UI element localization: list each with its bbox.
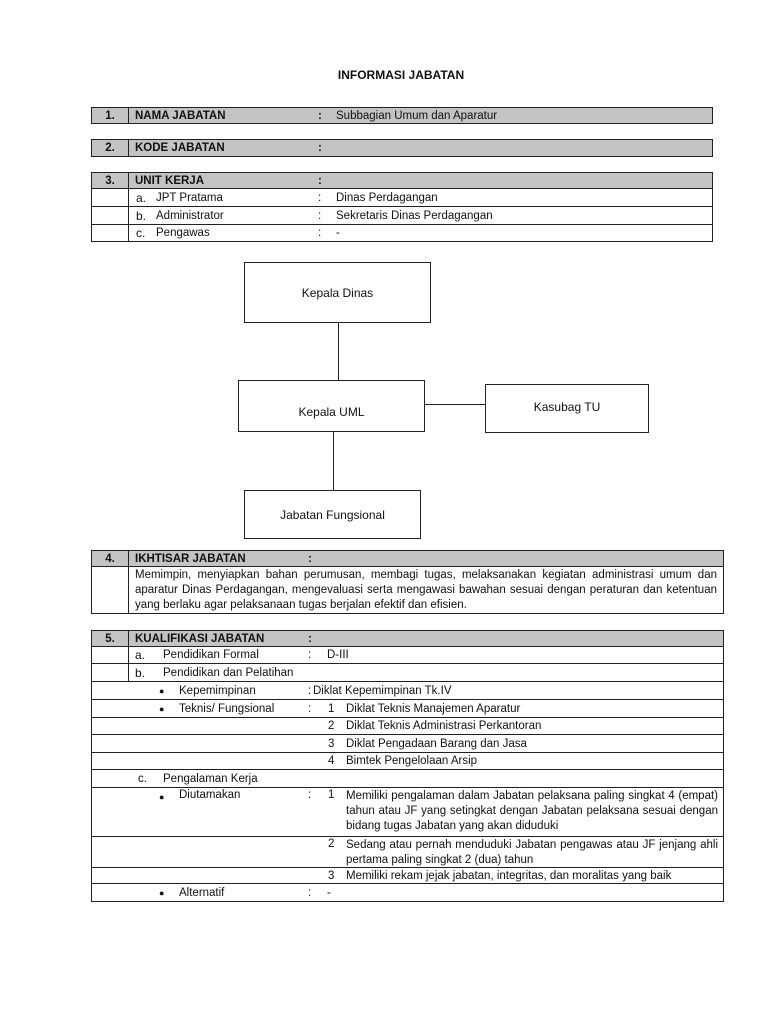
row-label: Alternatif	[179, 886, 225, 899]
alternatif-value: -	[327, 886, 331, 899]
row-label: Administrator	[156, 209, 224, 222]
teknis-row	[91, 718, 724, 735]
item-number: 3	[328, 737, 335, 750]
row-label: JPT Pratama	[156, 191, 223, 204]
row-value: -	[336, 227, 340, 239]
connector-line	[425, 404, 486, 405]
page-title: INFORMASI JABATAN	[337, 68, 465, 82]
section-1-colon: :	[318, 109, 322, 122]
diutamakan-row	[91, 837, 724, 868]
row-colon: :	[308, 649, 312, 661]
org-box-jabatan-fungsional: Jabatan Fungsional	[244, 490, 421, 539]
ikhtisar-row	[91, 567, 724, 614]
item-number: 2	[328, 838, 335, 850]
connector-line	[333, 432, 334, 490]
row-value: Dinas Perdagangan	[336, 191, 438, 204]
item-number: 1	[328, 702, 335, 715]
row-label: Teknis/ Fungsional	[179, 702, 275, 715]
bullet-icon: ●	[159, 792, 165, 802]
section-1-number: 1.	[105, 109, 115, 122]
section-5-colon: :	[308, 632, 312, 645]
pendidikan-formal-row	[91, 647, 724, 664]
kepemimpinan-row	[91, 682, 724, 700]
section-1-header	[91, 107, 713, 124]
org-chart	[0, 250, 768, 550]
section-4-header	[91, 550, 724, 567]
row-label: Pengalaman Kerja	[163, 772, 258, 785]
section-2-label: KODE JABATAN	[135, 142, 225, 154]
row-value: Sekretaris Dinas Perdagangan	[336, 209, 493, 222]
section-2-colon: :	[318, 142, 322, 154]
item-number: 2	[328, 720, 335, 732]
row-letter: a.	[135, 648, 146, 662]
section-5-label: KUALIFIKASI JABATAN	[135, 632, 265, 645]
diutamakan-item: Sedang atau pernah menduduki Jabatan pengawas atau JF jenjang ahli pertama paling singkat 2 (dua) tahun	[346, 839, 718, 866]
diutamakan-row	[91, 868, 724, 884]
row-colon: :	[308, 789, 312, 801]
org-box-kepala-uml: Kepala UML	[238, 380, 425, 432]
bullet-icon: ●	[159, 887, 165, 898]
teknis-item: Bimtek Pengelolaan Arsip	[346, 755, 478, 767]
bullet-icon: ●	[159, 703, 165, 714]
row-label: Diutamakan	[179, 789, 241, 801]
row-letter: b.	[135, 665, 146, 680]
teknis-row	[91, 700, 724, 718]
ikhtisar-text: Memimpin, menyiapkan bahan perumusan, membagi tugas, melaksanakan kegiatan administrasi umum dan aparatur Dinas Perdagangan, mengevaluasi serta mengawasi bawahan sesuai dengan peraturan dan ketentuan yang berlaku agar pelaksanaan tugas berjalan efektif dan efisien.	[135, 569, 717, 611]
item-number: 3	[328, 869, 335, 882]
teknis-item: Diklat Pengadaan Barang dan Jasa	[346, 737, 527, 750]
alternatif-row	[91, 884, 724, 902]
row-letter: b.	[136, 208, 147, 223]
row-label: Pengawas	[156, 227, 210, 239]
bullet-icon: ●	[159, 685, 165, 696]
section-4-label: IKHTISAR JABATAN	[135, 552, 246, 565]
row-colon: :	[308, 684, 312, 697]
section-1-label: NAMA JABATAN	[135, 109, 226, 122]
diutamakan-item: Memiliki rekam jejak jabatan, integritas, dan moralitas yang baik	[346, 869, 672, 882]
section-4-colon: :	[308, 552, 312, 565]
connector-line	[338, 323, 339, 380]
section-3-colon: :	[318, 174, 322, 187]
teknis-row	[91, 735, 724, 753]
section-3-label: UNIT KERJA	[135, 174, 205, 187]
row-colon: :	[318, 227, 322, 239]
item-number: 1	[328, 789, 335, 801]
row-colon: :	[308, 886, 312, 899]
row-letter: c.	[136, 226, 146, 240]
section-3-number: 3.	[105, 174, 115, 187]
row-label: Kepemimpinan	[179, 684, 256, 697]
unit-kerja-row	[91, 225, 713, 242]
nama-jabatan-value: Subbagian Umum dan Aparatur	[336, 109, 498, 122]
pendidikan-formal-value: D-III	[327, 649, 349, 661]
section-5-header	[91, 630, 724, 647]
row-colon: :	[318, 191, 322, 204]
unit-kerja-row	[91, 189, 713, 207]
row-letter: c.	[138, 772, 147, 785]
diutamakan-item: Memiliki pengalaman dalam Jabatan pelaksana paling singkat 4 (empat) tahun atau JF yang setingkat dengan Jabatan pelaksana sesuai dengan bidang tugas Jabatan yang akan diduduki	[346, 790, 718, 832]
section-2-number: 2.	[105, 142, 115, 154]
kepemimpinan-value: Diklat Kepemimpinan Tk.IV	[313, 684, 452, 697]
pendidikan-pelatihan-row	[91, 664, 724, 682]
org-box-kasubag-tu: Kasubag TU	[485, 384, 649, 433]
row-label: Pendidikan dan Pelatihan	[163, 666, 294, 679]
row-colon: :	[318, 209, 322, 222]
row-letter: a.	[136, 190, 147, 205]
section-4-number: 4.	[105, 552, 115, 565]
org-box-kepala-dinas: Kepala Dinas	[244, 262, 431, 323]
row-label: Pendidikan Formal	[163, 649, 259, 661]
diutamakan-row	[91, 788, 724, 837]
unit-kerja-row	[91, 207, 713, 225]
pengalaman-kerja-row	[91, 770, 724, 788]
section-3-header	[91, 172, 713, 189]
teknis-row	[91, 753, 724, 770]
row-colon: :	[308, 702, 312, 715]
teknis-item: Diklat Teknis Manajemen Aparatur	[346, 702, 521, 715]
section-2-header	[91, 139, 713, 157]
teknis-item: Diklat Teknis Administrasi Perkantoran	[346, 720, 542, 732]
item-number: 4	[328, 755, 335, 767]
section-5-number: 5.	[105, 632, 115, 645]
